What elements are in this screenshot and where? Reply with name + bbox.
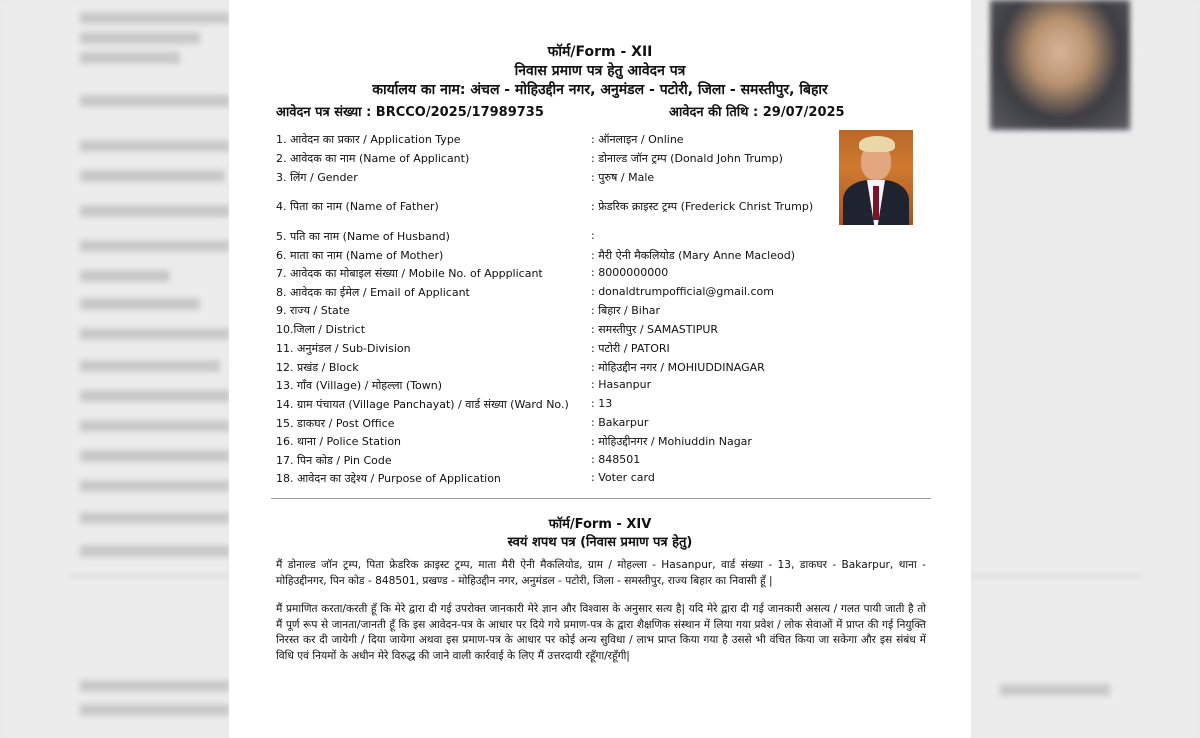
field-value: : donaldtrumpofficial@gmail.com	[591, 285, 774, 298]
field-label: 16. थाना / Police Station	[276, 435, 402, 448]
form-sheet	[229, 0, 971, 738]
field-value: : पुरुष / Male	[591, 171, 655, 184]
field-value: : फ्रेडरिक क्राइस्ट ट्रम्प (Frederick Christ Trump)	[591, 200, 814, 213]
field-label: 11. अनुमंडल / Sub-Division	[276, 342, 411, 355]
field-row-panchayat	[276, 397, 876, 413]
field-row-husband-name	[276, 229, 876, 245]
application-date: आवेदन की तिथि : 29/07/2025	[669, 105, 845, 120]
field-row-gender	[276, 170, 876, 186]
field-label: 10.जिला / District	[276, 323, 366, 336]
form-number: फॉर्म/Form - XII	[547, 44, 653, 60]
field-value: : 13	[591, 397, 613, 410]
field-row-post-office	[276, 416, 876, 432]
field-value: : बिहार / Bihar	[591, 304, 661, 317]
field-label: 17. पिन कोड / Pin Code	[276, 454, 392, 467]
field-label: 13. गाँव (Village) / मोहल्ला (Town)	[276, 379, 443, 392]
field-row-purpose	[276, 471, 876, 487]
field-label: 14. ग्राम पंचायत (Village Panchayat) / वार्ड संख्या (Ward No.)	[276, 398, 569, 411]
field-row-sub-division	[276, 341, 876, 357]
field-label: 7. आवेदक का मोबाइल संख्या / Mobile No. of Appplicant	[276, 267, 543, 280]
field-label: 1. आवेदन का प्रकार / Application Type	[276, 133, 461, 146]
field-row-police-station	[276, 434, 876, 450]
field-row-state	[276, 303, 876, 319]
field-label: 18. आवेदन का उद्देश्य / Purpose of Application	[276, 472, 501, 485]
field-value: :	[591, 229, 595, 242]
field-row-application-type	[276, 132, 876, 148]
office-name: कार्यालय का नाम: अंचल - मोहिउद्दीन नगर, अनुमंडल - पटोरी, जिला - समस्तीपुर, बिहार	[372, 82, 828, 98]
field-value: : Voter card	[591, 471, 655, 484]
field-value: : डोनाल्ड जॉन ट्रम्प (Donald John Trump)	[591, 152, 783, 165]
field-label: 12. प्रखंड / Block	[276, 361, 359, 374]
field-row-mobile	[276, 266, 876, 282]
declaration-paragraph-2: मैं प्रमाणित करता/करती हूँ कि मेरे द्वारा दी गई उपरोक्त जानकारी मेरे ज्ञान और विश्वास के अनुसार सत्य है| यदि मेरे द्वारा दी गई जानकारी असत्य / गलत पायी जाती है तो मैं पूर्ण रूप से जानता/जानती हूँ कि इस आवेदन-पत्र के आधार पर दिये गये प्रमाण-पत्र के द्वारा शैक्षणिक संस्थान में लिया गया प्रवेश / लोक सेवाओं में प्राप्त की गई नियुक्ति निरस्त कर दी जायेगी / दिया जायेगा अथवा इस प्रमाण-पत्र के आधार पर कोई अन्य सुविधा / लाभ प्राप्त किया गया है उससे भी वंचित किया जा सकेगा और इस संबंध में विधि एवं नियमों के अधीन मेरे विरुद्ध की जाने वाली कार्रवाई के लिए मैं उत्तरदायी रहूँगा/रहूँगी|	[276, 603, 926, 662]
field-value: : 8000000000	[591, 266, 669, 279]
field-row-father-name	[276, 199, 876, 215]
field-row-block	[276, 360, 876, 376]
field-value: : Bakarpur	[591, 416, 649, 429]
field-value: : समस्तीपुर / SAMASTIPUR	[591, 323, 719, 336]
field-label: 9. राज्य / State	[276, 304, 350, 317]
field-label: 15. डाकघर / Post Office	[276, 417, 395, 430]
field-label: 4. पिता का नाम (Name of Father)	[276, 200, 439, 213]
field-value: : मोहिउद्दीनगर / Mohiuddin Nagar	[591, 435, 752, 448]
field-value: : मोहिउद्दीन नगर / MOHIUDDINAGAR	[591, 361, 765, 374]
field-row-village	[276, 378, 876, 394]
field-row-pin-code	[276, 453, 876, 469]
field-row-applicant-name	[276, 151, 876, 167]
blurred-portrait	[990, 0, 1130, 130]
declaration-form-number: फॉर्म/Form - XIV	[548, 517, 652, 532]
field-row-email	[276, 285, 876, 301]
application-number: आवेदन पत्र संख्या : BRCCO/2025/17989735	[276, 105, 544, 120]
field-label: 3. लिंग / Gender	[276, 171, 358, 184]
field-value: : पटोरी / PATORI	[591, 342, 670, 355]
field-value: : मैरी ऐनी मैकलियोड (Mary Anne Macleod)	[591, 249, 795, 262]
declaration-paragraph-1: मैं डोनाल्ड जॉन ट्रम्प, पिता फ्रेडरिक क्राइस्ट ट्रम्प, माता मैरी ऐनी मैकलियोड, ग्राम / मोहल्ला - Hasanpur, वार्ड संख्या - 13, डाकघर - Bakarpur, थाना - मोहिउद्दीनगर, पिन कोड - 848501, प्रखण्ड - मोहिउद्दीन नगर, अनुमंडल - पटोरी, जिला - समस्तीपुर, राज्य बिहार का निवासी हूँ |	[276, 559, 926, 587]
field-row-district	[276, 322, 876, 338]
field-value: : Hasanpur	[591, 378, 652, 391]
form-title: निवास प्रमाण पत्र हेतु आवेदन पत्र	[514, 63, 686, 79]
field-label: 6. माता का नाम (Name of Mother)	[276, 249, 444, 262]
field-label: 8. आवेदक का ईमेल / Email of Applicant	[276, 286, 470, 299]
declaration-title: स्वयं शपथ पत्र (निवास प्रमाण पत्र हेतु)	[507, 535, 693, 550]
section-divider	[271, 498, 931, 499]
field-label: 5. पति का नाम (Name of Husband)	[276, 230, 450, 243]
field-value: : ऑनलाइन / Online	[591, 133, 684, 146]
field-label: 2. आवेदक का नाम (Name of Applicant)	[276, 152, 470, 165]
field-value: : 848501	[591, 453, 641, 466]
field-row-mother-name	[276, 248, 876, 264]
